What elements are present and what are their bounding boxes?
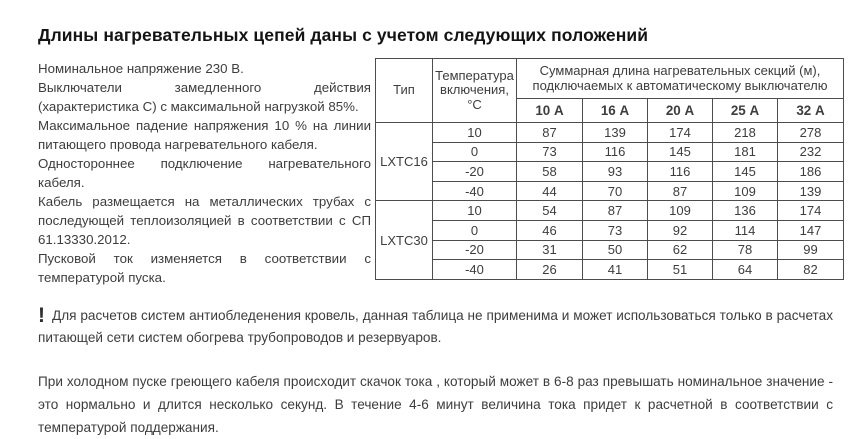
- column-header-32a: 32 А: [778, 99, 844, 123]
- column-header-20a: 20 А: [648, 99, 713, 123]
- cold-start-note: При холодном пуске греющего кабеля происходит скачок тока , который может в 6-8 раз превышать номинальное значение - это нормально и длится несколько секунд. В течение 4-6 минут величина тока придет к расчетной в соответствии с температурой поддержания.: [38, 373, 833, 435]
- value-cell: 87: [517, 123, 583, 143]
- value-cell: 62: [648, 240, 713, 260]
- value-cell: 44: [517, 181, 583, 201]
- table-row: [376, 123, 844, 143]
- value-cell: 139: [778, 181, 844, 201]
- value-cell: 99: [778, 240, 844, 260]
- table-row: [376, 240, 844, 260]
- temp-cell: -40: [433, 181, 517, 201]
- value-cell: 87: [648, 181, 713, 201]
- column-header-temperature: Температура включения, °С: [433, 59, 517, 123]
- value-cell: 64: [713, 260, 778, 280]
- value-cell: 139: [583, 123, 648, 143]
- value-cell: 54: [517, 201, 583, 221]
- type-cell-lxtc30: LXTC30: [376, 201, 433, 279]
- table-row: [376, 142, 844, 162]
- temp-cell: 10: [433, 201, 517, 221]
- value-cell: 73: [517, 142, 583, 162]
- warning-text: Для расчетов систем антиобледенения кровель, данная таблица не применима и может использоваться только в расчетах питающей сети систем обогрева трубопроводов и резервуаров.: [38, 307, 833, 345]
- value-cell: 41: [583, 260, 648, 280]
- value-cell: 31: [517, 240, 583, 260]
- value-cell: 114: [713, 220, 778, 240]
- temp-cell: 10: [433, 123, 517, 143]
- table-row: [376, 162, 844, 182]
- value-cell: 186: [778, 162, 844, 182]
- value-cell: 116: [648, 162, 713, 182]
- table-row: [376, 181, 844, 201]
- heating-sections-table: [375, 58, 844, 280]
- condition-line: Номинальное напряжение 230 В.: [38, 61, 244, 76]
- value-cell: 174: [648, 123, 713, 143]
- condition-line: Кабель размещается на металлических трубах с последующей теплоизоляцией в соответствии с СП 61.13330.2012.: [38, 194, 371, 247]
- value-cell: 50: [583, 240, 648, 260]
- value-cell: 278: [778, 123, 844, 143]
- value-cell: 145: [648, 142, 713, 162]
- value-cell: 218: [713, 123, 778, 143]
- table-row: [376, 201, 844, 221]
- value-cell: 78: [713, 240, 778, 260]
- condition-line: Выключатели замедленного действия (характеристика С) с максимальной нагрузкой 85%.: [38, 80, 371, 114]
- value-cell: 181: [713, 142, 778, 162]
- exclamation-mark: !: [38, 303, 45, 327]
- value-cell: 136: [713, 201, 778, 221]
- condition-line: Пусковой ток изменяется в соответствии с температурой пуска.: [38, 251, 371, 285]
- column-header-total-length: Суммарная длина нагревательных секций (м), подключаемых к автоматическому выключателю: [517, 59, 844, 99]
- page-title: Длины нагревательных цепей даны с учетом следующих положений: [38, 24, 649, 45]
- temp-cell: -40: [433, 260, 517, 280]
- conditions-text-block: [38, 59, 371, 287]
- column-header-25a: 25 А: [713, 99, 778, 123]
- value-cell: 147: [778, 220, 844, 240]
- condition-line: Одностороннее подключение нагревательного кабеля.: [38, 156, 371, 190]
- value-cell: 109: [713, 181, 778, 201]
- type-cell-lxtc16: LXTC16: [376, 123, 433, 201]
- temp-cell: -20: [433, 240, 517, 260]
- value-cell: 116: [583, 142, 648, 162]
- value-cell: 46: [517, 220, 583, 240]
- temp-cell: -20: [433, 162, 517, 182]
- value-cell: 70: [583, 181, 648, 201]
- table-row: [376, 220, 844, 240]
- column-header-10a: 10 А: [517, 99, 583, 123]
- column-header-16a: 16 А: [583, 99, 648, 123]
- value-cell: 92: [648, 220, 713, 240]
- value-cell: 232: [778, 142, 844, 162]
- value-cell: 58: [517, 162, 583, 182]
- value-cell: 26: [517, 260, 583, 280]
- value-cell: 109: [648, 201, 713, 221]
- table-row: [376, 260, 844, 280]
- warning-note: [38, 305, 833, 349]
- value-cell: 93: [583, 162, 648, 182]
- value-cell: 73: [583, 220, 648, 240]
- value-cell: 174: [778, 201, 844, 221]
- value-cell: 82: [778, 260, 844, 280]
- column-header-type: Тип: [376, 59, 433, 123]
- value-cell: 87: [583, 201, 648, 221]
- temp-cell: 0: [433, 142, 517, 162]
- condition-line: Максимальное падение напряжения 10 % на линии питающего провода нагревательного кабеля.: [38, 118, 371, 152]
- temp-cell: 0: [433, 220, 517, 240]
- value-cell: 145: [713, 162, 778, 182]
- table-header-row: [376, 59, 844, 99]
- value-cell: 51: [648, 260, 713, 280]
